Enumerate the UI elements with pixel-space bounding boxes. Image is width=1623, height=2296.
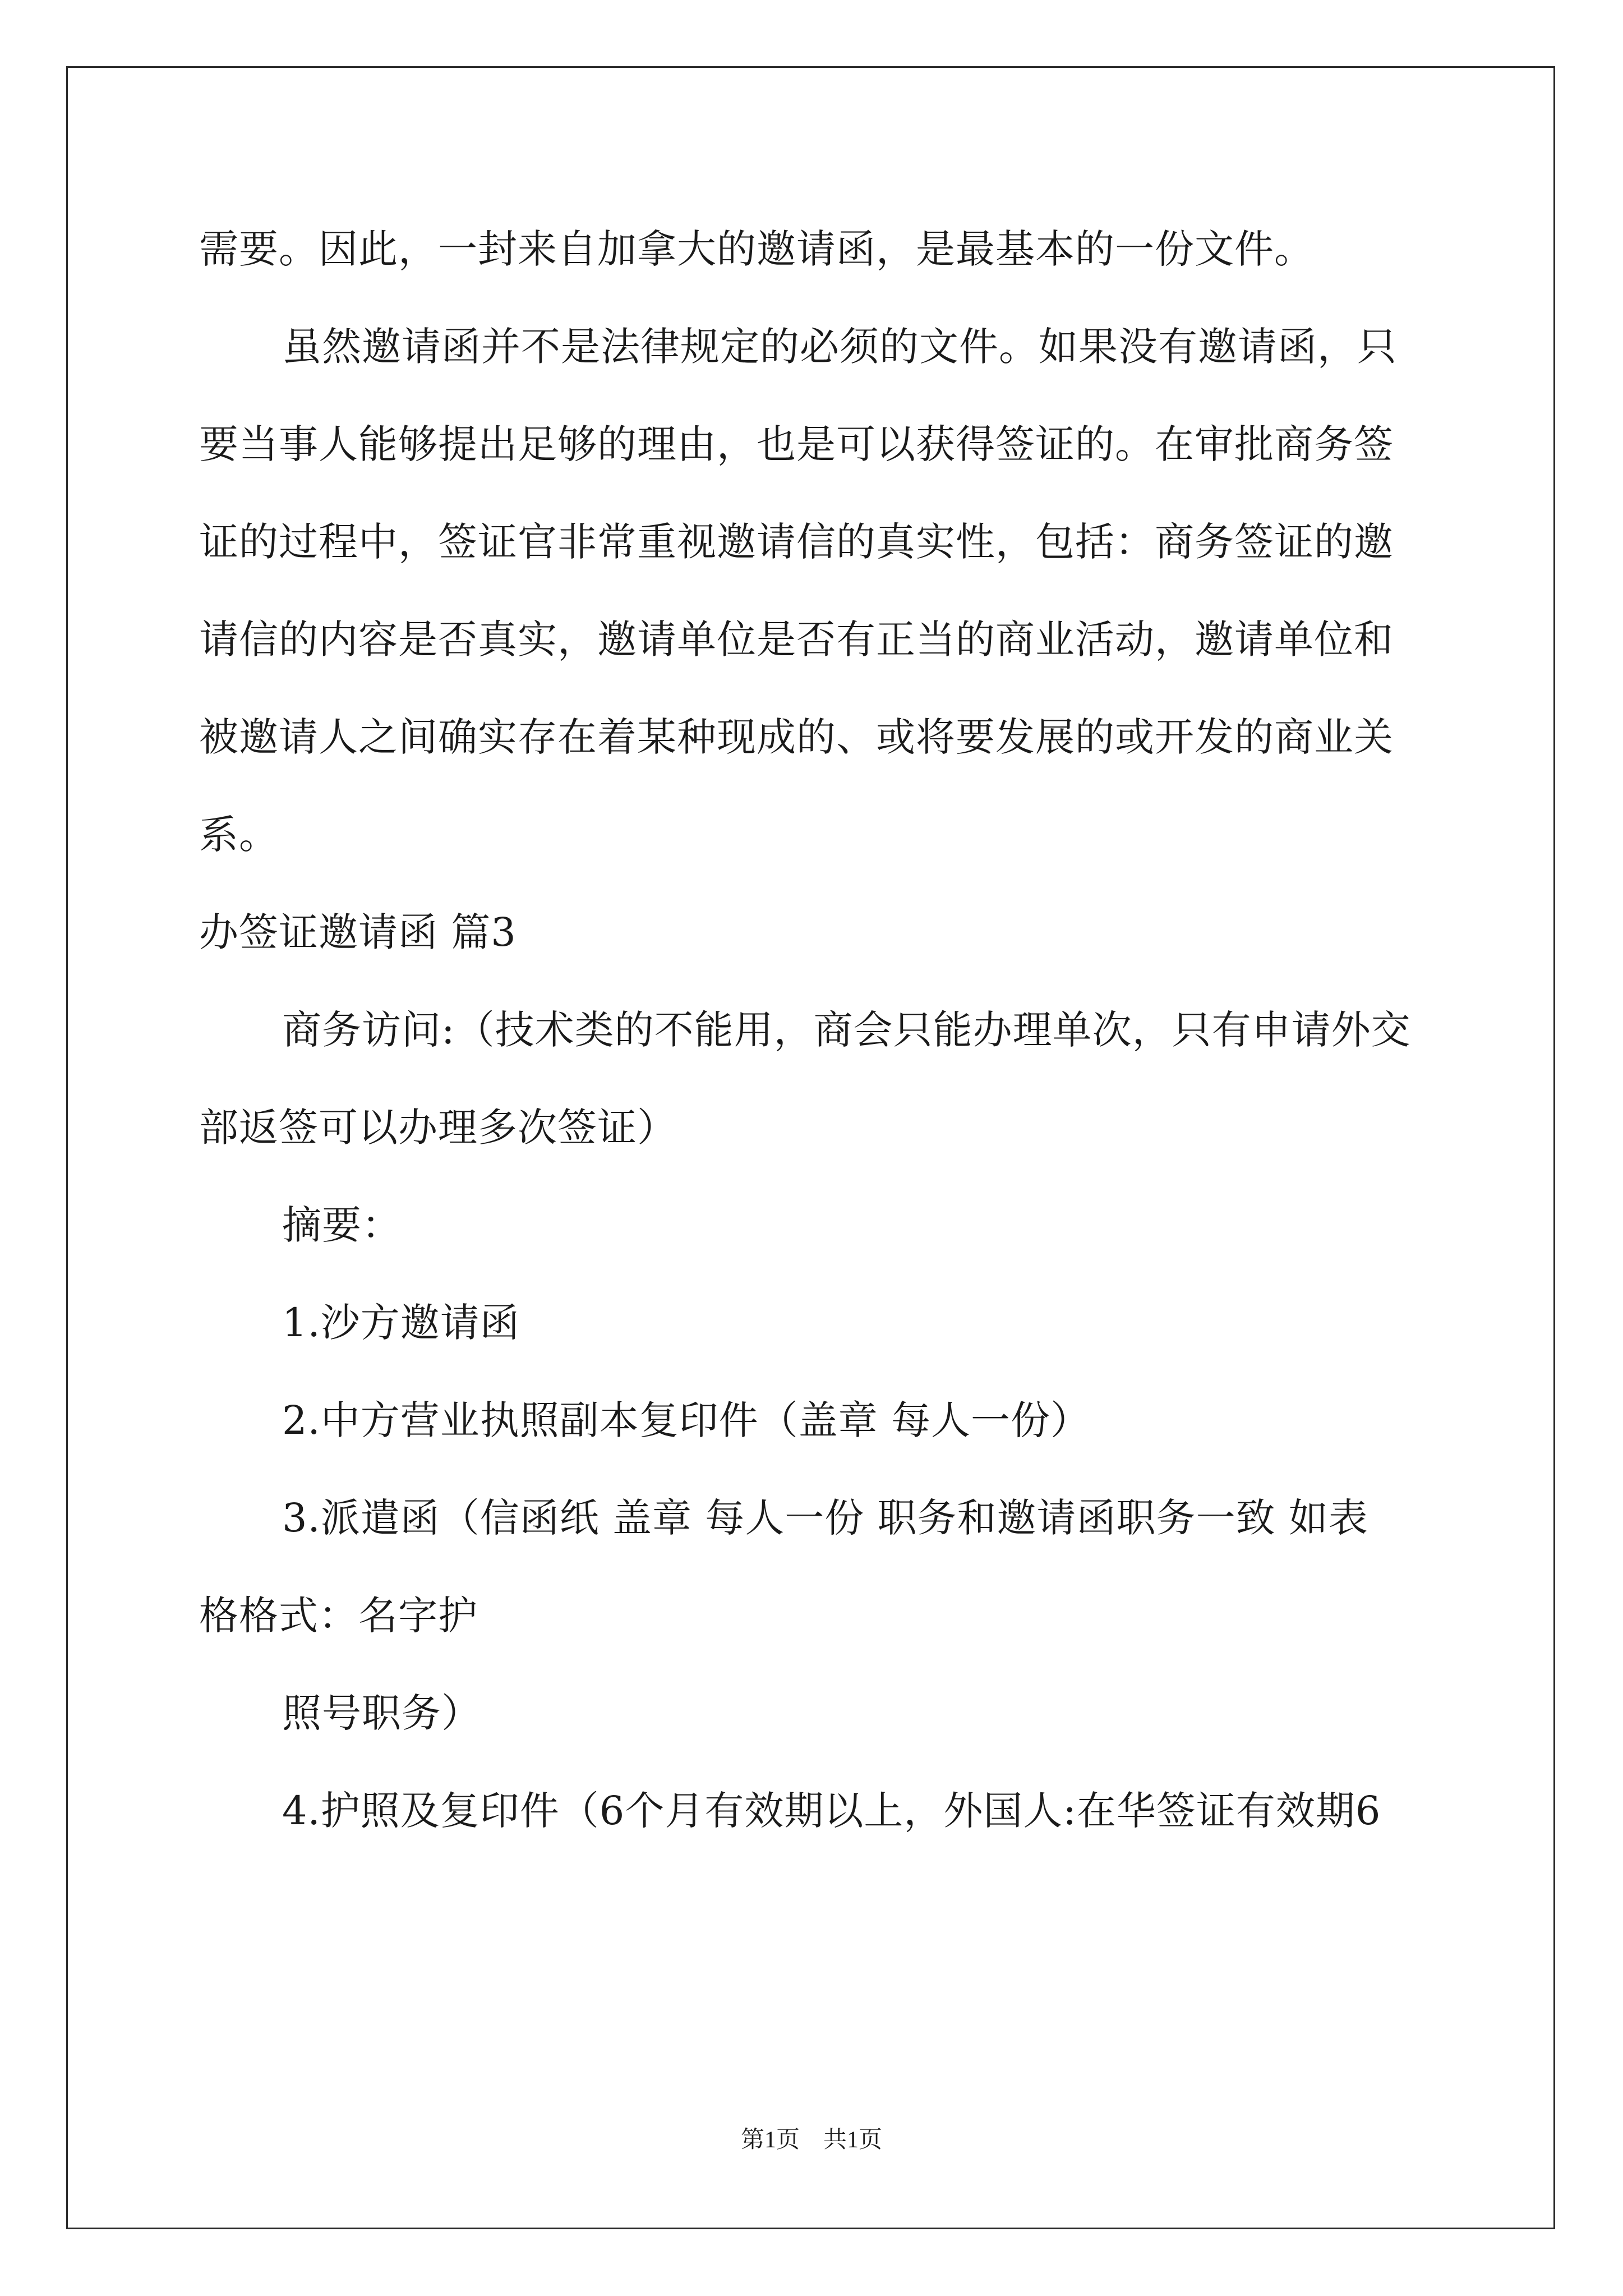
text-line: 证的过程中，签证官非常重视邀请信的真实性，包括：商务签证的邀: [199, 519, 1394, 565]
text-line: 需要。因此，一封来自加拿大的邀请函，是最基本的一份文件。: [199, 226, 1314, 272]
text-line: 要当事人能够提出足够的理由，也是可以获得签证的。在审批商务签: [199, 421, 1394, 467]
text-line: 部返签可以办理多次签证）: [199, 1105, 677, 1151]
list-item: 1.沙方邀请函: [282, 1300, 520, 1346]
text-line: 摘要：: [282, 1202, 402, 1248]
list-item: 2.中方营业执照副本复印件（盖章 每人一份）: [282, 1397, 1091, 1443]
text-line: 虽然邀请函并不是法律规定的必须的文件。如果没有邀请函，只: [282, 324, 1397, 370]
text-line: 格格式：名字护: [199, 1593, 478, 1639]
page-footer: 第1页 共1页: [740, 2127, 882, 2153]
text-line: 商务访问:（技术类的不能用，商会只能办理单次，只有申请外交: [282, 1007, 1411, 1053]
section-heading: 办签证邀请函 篇3: [199, 909, 517, 955]
list-item: 3.派遣函（信函纸 盖章 每人一份 职务和邀请函职务一致 如表: [282, 1495, 1368, 1541]
list-item: 4.护照及复印件（6个月有效期以上，外国人:在华签证有效期6: [282, 1788, 1381, 1834]
text-line: 照号职务）: [282, 1690, 481, 1736]
text-line: 请信的内容是否真实，邀请单位是否有正当的商业活动，邀请单位和: [199, 616, 1394, 662]
text-line: 被邀请人之间确实存在着某种现成的、或将要发展的或开发的商业关: [199, 714, 1394, 760]
text-line: 系。: [199, 812, 279, 858]
